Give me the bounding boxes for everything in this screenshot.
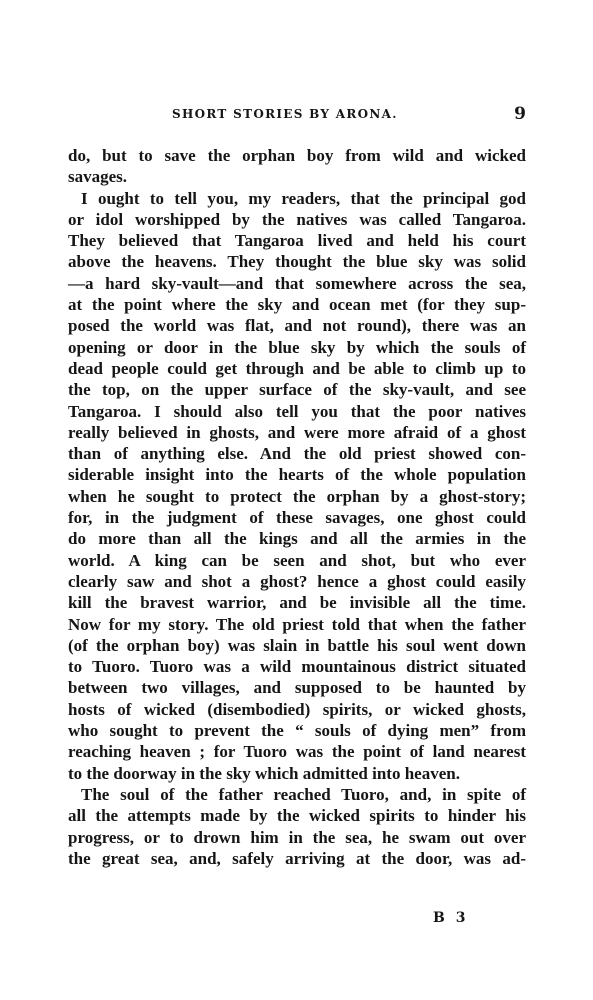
text-line: to Tuoro. Tuoro was a wild mountainous district situated — [68, 657, 526, 677]
text-line: really believed in ghosts, and were more afraid of a ghost — [68, 422, 526, 442]
text-line: above the heavens. They thought the blue sky was solid — [68, 252, 526, 272]
text-line: siderable insight into the hearts of the whole population — [68, 465, 526, 485]
text-line: when he sought to protect the orphan by a ghost-story; — [68, 486, 526, 506]
running-title: SHORT STORIES BY ARONA. — [172, 107, 398, 121]
text-line: the top, on the upper surface of the sky-vault, and see — [68, 380, 526, 400]
body-text — [68, 145, 526, 869]
text-line: kill the bravest warrior, and be invisible all the time. — [68, 593, 526, 613]
text-line: for, in the judgment of these savages, one ghost could — [68, 508, 526, 528]
text-line: the great sea, and, safely arriving at the door, was ad- — [68, 848, 526, 868]
text-line: savages. — [68, 167, 128, 187]
text-line: world. A king can be seen and shot, but who ever — [68, 550, 526, 570]
signature-mark: B 3 — [433, 910, 469, 926]
text-line: Tangaroa. I should also tell you that the poor natives — [68, 401, 526, 421]
text-line: —a hard sky-vault—and that somewhere across the sea, — [68, 273, 526, 293]
text-line: posed the world was flat, and not round), there was an — [68, 316, 526, 336]
text-line: I ought to tell you, my readers, that the principal god — [81, 188, 526, 208]
text-line: all the attempts made by the wicked spirits to hinder his — [68, 806, 526, 826]
text-line: who sought to prevent the “ souls of dying men” from — [68, 721, 526, 741]
running-head — [68, 105, 526, 127]
text-line: do more than all the kings and all the armies in the — [68, 529, 526, 549]
text-line: They believed that Tangaroa lived and held his court — [68, 231, 526, 251]
text-line: to the doorway in the sky which admitted into heaven. — [68, 763, 460, 783]
text-line: do, but to save the orphan boy from wild and wicked — [68, 146, 526, 165]
text-line: clearly saw and shot a ghost? hence a ghost could easily — [68, 571, 526, 591]
text-line: or idol worshipped by the natives was called Tangaroa. — [68, 209, 526, 229]
text-line: Now for my story. The old priest told that when the father — [68, 614, 526, 634]
text-line: progress, or to drown him in the sea, he swam out over — [68, 827, 526, 847]
text-line: hosts of wicked (disembodied) spirits, or wicked ghosts, — [68, 699, 526, 719]
text-line: at the point where the sky and ocean met (for they sup- — [68, 295, 526, 315]
text-line: The soul of the father reached Tuoro, and, in spite of — [81, 784, 526, 804]
text-line: than of anything else. And the old priest showed con- — [68, 444, 526, 464]
text-line: dead people could get through and be able to climb up to — [68, 358, 526, 378]
page-number: 9 — [514, 104, 526, 124]
text-line: between two villages, and supposed to be haunted by — [68, 678, 526, 698]
text-line: opening or door in the blue sky by which the souls of — [68, 337, 526, 357]
text-line: reaching heaven ; for Tuoro was the point of land nearest — [68, 742, 526, 762]
text-line: (of the orphan boy) was slain in battle his soul went down — [68, 635, 526, 655]
